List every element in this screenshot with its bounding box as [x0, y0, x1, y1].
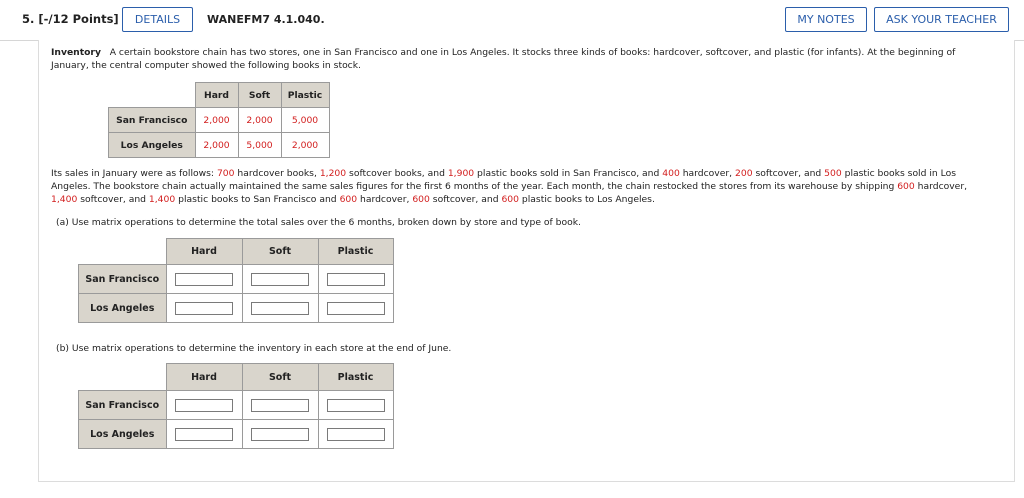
sales-number: 600	[412, 194, 430, 205]
sales-number: 500	[824, 168, 842, 179]
answer-cell	[242, 265, 318, 294]
sales-paragraph	[51, 167, 1013, 206]
stock-cell: 2,000	[195, 133, 238, 158]
sales-text: softcover, and	[429, 194, 502, 205]
part-b-col-hard: Hard	[166, 364, 242, 391]
answer-cell	[166, 294, 242, 323]
answer-table-corner	[79, 364, 167, 391]
stock-cell: 2,000	[238, 108, 281, 133]
part-a-answer-table	[78, 238, 394, 323]
answer-cell	[318, 391, 393, 420]
sales-number: 400	[662, 168, 680, 179]
sales-text: hardcover books,	[234, 168, 320, 179]
part-b-la-soft-input[interactable]	[251, 428, 309, 441]
sales-number: 700	[216, 168, 235, 179]
part-b-sf-hard-input[interactable]	[175, 399, 233, 412]
part-a-col-soft: Soft	[242, 239, 318, 265]
stock-cell: 2,000	[281, 133, 329, 158]
part-a-la-hard-input[interactable]	[175, 302, 233, 315]
sales-text: hardcover,	[679, 168, 736, 179]
sales-number: 1,900	[447, 168, 475, 179]
part-a-col-plastic: Plastic	[318, 239, 393, 265]
part-b-la-plastic-input[interactable]	[327, 428, 385, 441]
stock-cell: 5,000	[238, 133, 281, 158]
answer-cell	[318, 294, 393, 323]
question-header	[0, 0, 1024, 41]
stock-col-plastic: Plastic	[281, 83, 329, 108]
sales-text: Angeles. The bookstore chain actually maintained the same sales figures for the first 6 months of the year. Each month, the chain restocked the stores from its warehouse by shipping	[51, 181, 898, 192]
sales-number: 600	[897, 181, 915, 192]
intro-text-line2: January, the central computer showed the following books in stock.	[51, 60, 361, 71]
sales-number: 1,400	[148, 194, 176, 205]
answer-cell	[242, 420, 318, 449]
part-b-prompt: (b) Use matrix operations to determine the inventory in each store at the end of June.	[56, 343, 452, 354]
part-b-col-plastic: Plastic	[318, 364, 393, 391]
question-number: 5. [-/12 Points]	[22, 12, 119, 26]
answer-cell	[242, 391, 318, 420]
sales-number: 200	[735, 168, 753, 179]
sales-text: hardcover,	[357, 194, 413, 205]
sales-number: 1,200	[319, 168, 347, 179]
stock-cell: 2,000	[195, 108, 238, 133]
part-b-row-label: Los Angeles	[79, 420, 167, 449]
intro-text-line1: A certain bookstore chain has two stores, one in San Francisco and one in Los Angeles. It stocks three kinds of books: hardcover, softcover, and plastic (for infants). At the beginning of	[109, 47, 956, 58]
sales-text: plastic books sold in Los	[841, 168, 957, 179]
stock-cell: 5,000	[281, 108, 329, 133]
stock-col-hard: Hard	[195, 83, 238, 108]
part-b-col-soft: Soft	[242, 364, 318, 391]
intro-paragraph	[51, 46, 1011, 72]
sales-text: hardcover,	[914, 181, 968, 192]
sales-text: plastic books to Los Angeles.	[519, 194, 655, 205]
my-notes-button[interactable]: MY NOTES	[785, 7, 867, 32]
part-a-la-soft-input[interactable]	[251, 302, 309, 315]
part-a-sf-plastic-input[interactable]	[327, 273, 385, 286]
answer-cell	[242, 294, 318, 323]
stock-row-label: Los Angeles	[109, 133, 196, 158]
part-a-sf-soft-input[interactable]	[251, 273, 309, 286]
part-b-sf-plastic-input[interactable]	[327, 399, 385, 412]
stock-col-soft: Soft	[238, 83, 281, 108]
sales-text: plastic books to San Francisco and	[175, 194, 340, 205]
intro-title: Inventory	[51, 47, 101, 58]
details-button[interactable]: DETAILS	[122, 7, 193, 32]
part-b-row-label: San Francisco	[79, 391, 167, 420]
sales-text: softcover, and	[752, 168, 825, 179]
answer-cell	[166, 420, 242, 449]
part-a-row-label: San Francisco	[79, 265, 167, 294]
answer-cell	[318, 265, 393, 294]
part-a-col-hard: Hard	[166, 239, 242, 265]
answer-table-corner	[79, 239, 167, 265]
sales-text: softcover, and	[77, 194, 149, 205]
part-b-sf-soft-input[interactable]	[251, 399, 309, 412]
stock-table-corner	[109, 83, 196, 108]
part-a-sf-hard-input[interactable]	[175, 273, 233, 286]
sales-text: softcover books, and	[346, 168, 448, 179]
part-a-la-plastic-input[interactable]	[327, 302, 385, 315]
sales-text: plastic books sold in San Francisco, and	[474, 168, 663, 179]
sales-text: Its sales in January were as follows:	[51, 168, 217, 179]
ask-your-teacher-button[interactable]: ASK YOUR TEACHER	[874, 7, 1009, 32]
answer-cell	[166, 265, 242, 294]
question-id: WANEFM7 4.1.040.	[207, 13, 325, 26]
part-a-prompt: (a) Use matrix operations to determine the total sales over the 6 months, broken down by store and type of book.	[56, 217, 581, 228]
sales-number: 600	[339, 194, 358, 205]
part-b-answer-table	[78, 363, 394, 449]
stock-table	[108, 82, 330, 158]
part-a-row-label: Los Angeles	[79, 294, 167, 323]
part-b-la-hard-input[interactable]	[175, 428, 233, 441]
answer-cell	[166, 391, 242, 420]
stock-row-label: San Francisco	[109, 108, 196, 133]
sales-number: 1,400	[51, 194, 78, 205]
sales-number: 600	[501, 194, 519, 205]
answer-cell	[318, 420, 393, 449]
